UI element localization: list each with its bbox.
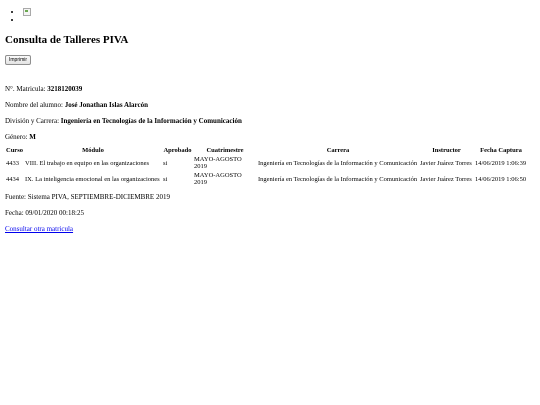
cell-modulo: IX. La inteligencia emocional en las organizaciones bbox=[25, 175, 160, 183]
col-header-instructor: Instructor bbox=[432, 146, 461, 154]
header-list-item bbox=[22, 16, 533, 24]
col-header-cuatrimestre: Cuatrimestre bbox=[206, 146, 244, 154]
student-name-label: Nombre del alumno: bbox=[5, 101, 63, 110]
division-line bbox=[5, 117, 533, 125]
cell-carrera: Ingeniería en Tecnologías de la Información y Comunicación bbox=[258, 159, 418, 167]
broken-image-icon bbox=[23, 8, 31, 16]
source-note: Fuente: Sistema PIVA, SEPTIEMBRE-DICIEMBRE 2019 bbox=[5, 193, 170, 202]
cell-curso: 4433 bbox=[6, 159, 19, 167]
col-header-aprobado: Aprobado bbox=[163, 146, 192, 154]
cell-modulo: VIII. El trabajo en equipo en las organizaciones bbox=[25, 159, 150, 167]
gender-line bbox=[5, 133, 533, 141]
table-row bbox=[5, 171, 528, 187]
cell-instructor: Javier Juárez Torres bbox=[420, 159, 472, 167]
consult-another-link[interactable]: Consultar otra matricula bbox=[5, 225, 74, 234]
gender-value: M bbox=[29, 132, 36, 141]
col-header-carrera: Carrera bbox=[326, 146, 350, 154]
table-header-row bbox=[5, 147, 528, 156]
gender-label: Género: bbox=[5, 132, 28, 141]
courses-table bbox=[5, 147, 528, 188]
cell-cuatrimestre: MAYO-AGOSTO 2019 bbox=[194, 155, 242, 171]
cell-curso: 4434 bbox=[6, 175, 19, 183]
student-name-value: José Jonathan Islas Alarcón bbox=[64, 101, 148, 110]
col-header-fecha-captura: Fecha Captura bbox=[480, 146, 522, 154]
page-title: Consulta de Talleres PIVA bbox=[5, 34, 129, 46]
cell-aprobado: si bbox=[163, 175, 168, 183]
matricula-label: N°. Matricula: bbox=[5, 85, 46, 94]
matricula-value: 3218120039 bbox=[47, 85, 83, 94]
cell-instructor: Javier Juárez Torres bbox=[420, 175, 472, 183]
report-date: Fecha: 09/01/2020 00:18:25 bbox=[5, 209, 84, 218]
student-name-line bbox=[5, 101, 533, 109]
header-list bbox=[5, 8, 533, 24]
table-row bbox=[5, 155, 528, 171]
cell-fecha-captura: 14/06/2019 1:06:39 bbox=[475, 159, 527, 167]
col-header-modulo: Módulo bbox=[82, 146, 104, 154]
matricula-line bbox=[5, 85, 533, 93]
col-header-curso: Curso bbox=[6, 146, 23, 154]
division-value: Ingeniería en Tecnologías de la Información y Comunicación bbox=[60, 116, 242, 125]
cell-aprobado: si bbox=[163, 159, 168, 167]
cell-fecha-captura: 14/06/2019 1:06:50 bbox=[475, 175, 527, 183]
cell-carrera: Ingeniería en Tecnologías de la Información y Comunicación bbox=[258, 175, 418, 183]
cell-cuatrimestre: MAYO-AGOSTO 2019 bbox=[194, 171, 242, 187]
division-label: División y Carrera: bbox=[5, 116, 60, 125]
header-list-item bbox=[22, 8, 533, 16]
page-content bbox=[5, 8, 533, 241]
print-button[interactable]: Imprimir bbox=[5, 55, 31, 65]
